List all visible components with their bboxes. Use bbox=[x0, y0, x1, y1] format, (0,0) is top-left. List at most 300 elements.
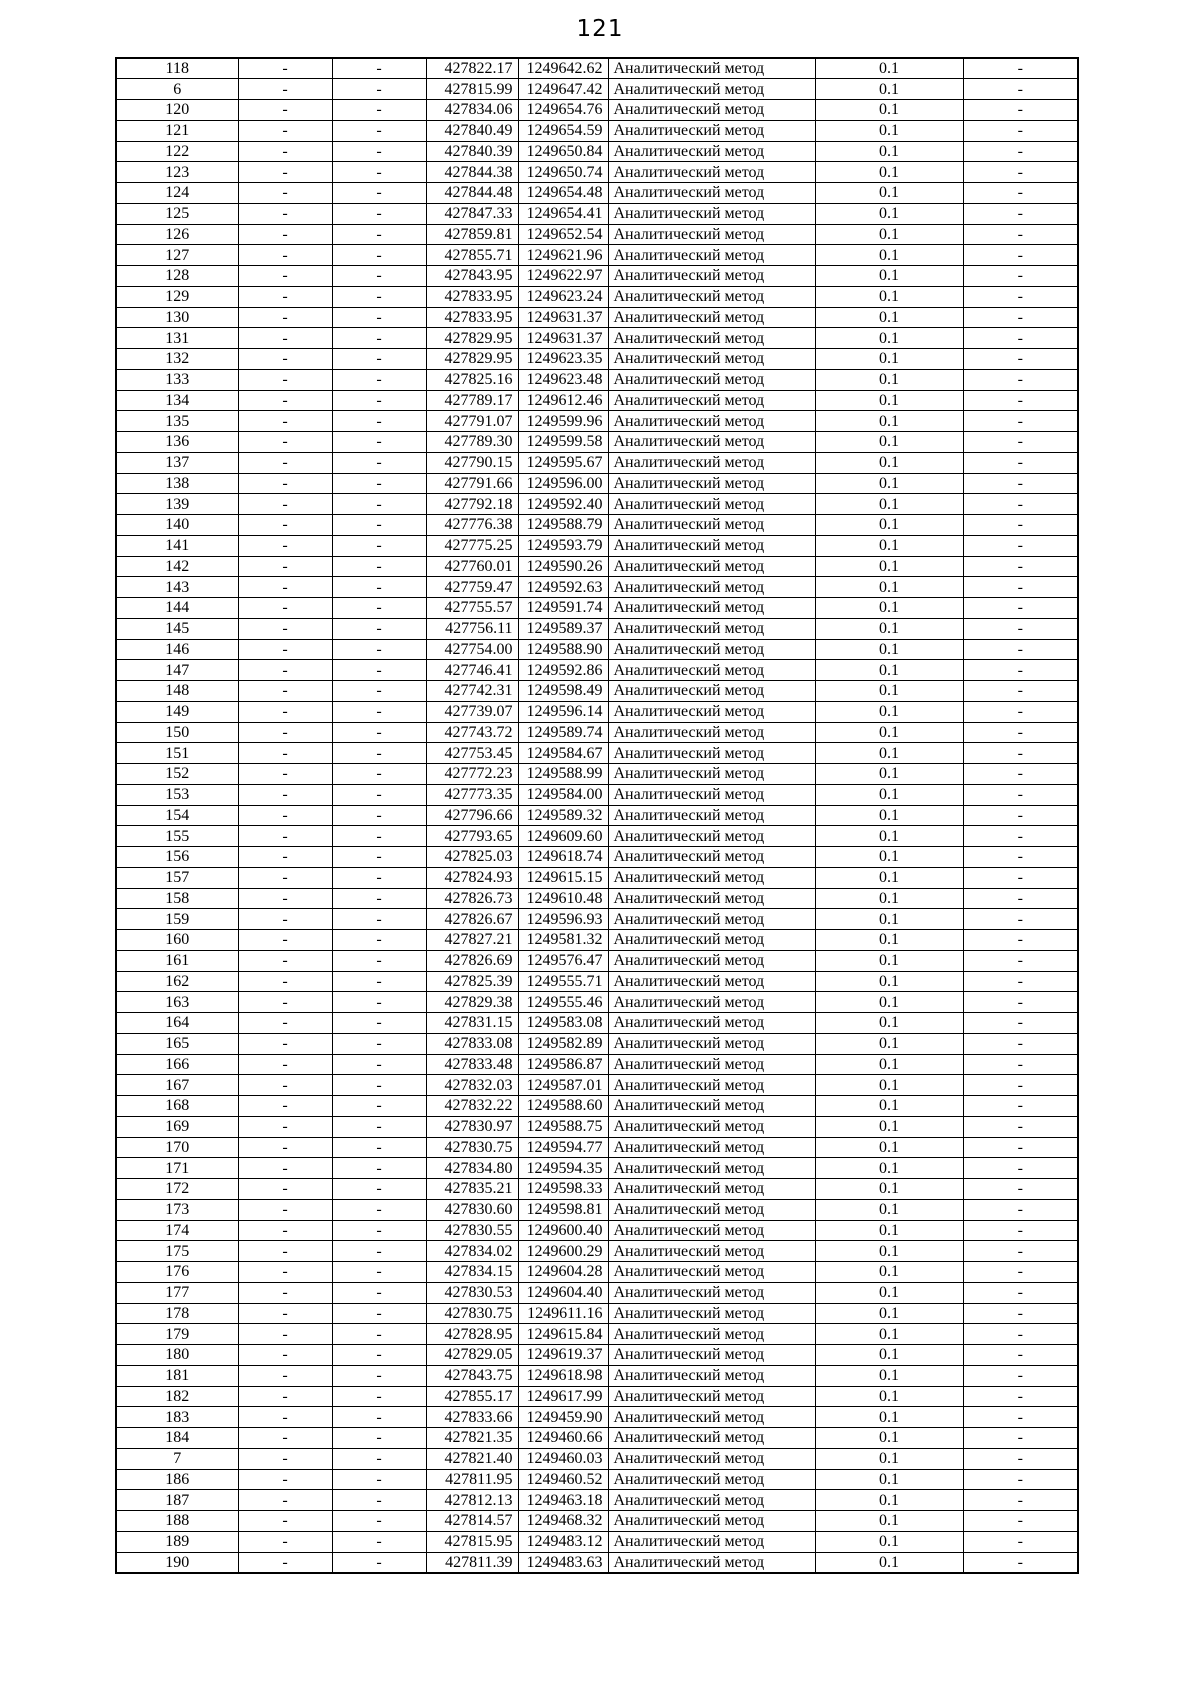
col2-cell: - bbox=[238, 1137, 332, 1158]
table-row bbox=[116, 971, 1078, 992]
point-number-cell: 147 bbox=[116, 660, 238, 681]
col2-cell: - bbox=[238, 1220, 332, 1241]
table-row bbox=[116, 909, 1078, 930]
col3-cell: - bbox=[332, 971, 426, 992]
method-cell: Аналитический метод bbox=[608, 888, 815, 909]
method-cell: Аналитический метод bbox=[608, 618, 815, 639]
description-cell: - bbox=[963, 183, 1078, 204]
description-cell: - bbox=[963, 494, 1078, 515]
table-row bbox=[116, 452, 1078, 473]
accuracy-cell: 0.1 bbox=[815, 328, 963, 349]
table-row bbox=[116, 432, 1078, 453]
col2-cell: - bbox=[238, 349, 332, 370]
col2-cell: - bbox=[238, 515, 332, 536]
col3-cell: - bbox=[332, 1511, 426, 1532]
accuracy-cell: 0.1 bbox=[815, 224, 963, 245]
description-cell: - bbox=[963, 1241, 1078, 1262]
method-cell: Аналитический метод bbox=[608, 867, 815, 888]
y-coordinate-cell: 1249586.87 bbox=[518, 1054, 608, 1075]
x-coordinate-cell: 427789.17 bbox=[426, 390, 518, 411]
description-cell: - bbox=[963, 1033, 1078, 1054]
point-number-cell: 177 bbox=[116, 1282, 238, 1303]
col3-cell: - bbox=[332, 411, 426, 432]
accuracy-cell: 0.1 bbox=[815, 847, 963, 868]
point-number-cell: 138 bbox=[116, 473, 238, 494]
y-coordinate-cell: 1249588.75 bbox=[518, 1116, 608, 1137]
description-cell: - bbox=[963, 992, 1078, 1013]
accuracy-cell: 0.1 bbox=[815, 1116, 963, 1137]
method-cell: Аналитический метод bbox=[608, 577, 815, 598]
method-cell: Аналитический метод bbox=[608, 722, 815, 743]
x-coordinate-cell: 427824.93 bbox=[426, 867, 518, 888]
description-cell: - bbox=[963, 1096, 1078, 1117]
col3-cell: - bbox=[332, 245, 426, 266]
col2-cell: - bbox=[238, 1345, 332, 1366]
x-coordinate-cell: 427792.18 bbox=[426, 494, 518, 515]
col3-cell: - bbox=[332, 888, 426, 909]
description-cell: - bbox=[963, 784, 1078, 805]
col2-cell: - bbox=[238, 556, 332, 577]
x-coordinate-cell: 427830.97 bbox=[426, 1116, 518, 1137]
col3-cell: - bbox=[332, 1282, 426, 1303]
description-cell: - bbox=[963, 100, 1078, 121]
table-row bbox=[116, 286, 1078, 307]
table-row bbox=[116, 1199, 1078, 1220]
col3-cell: - bbox=[332, 1075, 426, 1096]
y-coordinate-cell: 1249594.77 bbox=[518, 1137, 608, 1158]
accuracy-cell: 0.1 bbox=[815, 1075, 963, 1096]
y-coordinate-cell: 1249594.35 bbox=[518, 1158, 608, 1179]
x-coordinate-cell: 427755.57 bbox=[426, 598, 518, 619]
col3-cell: - bbox=[332, 535, 426, 556]
col3-cell: - bbox=[332, 162, 426, 183]
col3-cell: - bbox=[332, 950, 426, 971]
table-row bbox=[116, 701, 1078, 722]
table-row bbox=[116, 930, 1078, 951]
col3-cell: - bbox=[332, 1531, 426, 1552]
method-cell: Аналитический метод bbox=[608, 162, 815, 183]
description-cell: - bbox=[963, 1490, 1078, 1511]
method-cell: Аналитический метод bbox=[608, 1158, 815, 1179]
point-number-cell: 146 bbox=[116, 639, 238, 660]
method-cell: Аналитический метод bbox=[608, 1511, 815, 1532]
method-cell: Аналитический метод bbox=[608, 1324, 815, 1345]
method-cell: Аналитический метод bbox=[608, 701, 815, 722]
x-coordinate-cell: 427832.22 bbox=[426, 1096, 518, 1117]
y-coordinate-cell: 1249483.63 bbox=[518, 1552, 608, 1573]
accuracy-cell: 0.1 bbox=[815, 452, 963, 473]
accuracy-cell: 0.1 bbox=[815, 1241, 963, 1262]
x-coordinate-cell: 427791.07 bbox=[426, 411, 518, 432]
table-row bbox=[116, 1137, 1078, 1158]
accuracy-cell: 0.1 bbox=[815, 950, 963, 971]
accuracy-cell: 0.1 bbox=[815, 577, 963, 598]
y-coordinate-cell: 1249599.58 bbox=[518, 432, 608, 453]
col2-cell: - bbox=[238, 203, 332, 224]
point-number-cell: 190 bbox=[116, 1552, 238, 1573]
point-number-cell: 165 bbox=[116, 1033, 238, 1054]
table-row bbox=[116, 577, 1078, 598]
y-coordinate-cell: 1249618.74 bbox=[518, 847, 608, 868]
description-cell: - bbox=[963, 1116, 1078, 1137]
x-coordinate-cell: 427821.35 bbox=[426, 1428, 518, 1449]
x-coordinate-cell: 427833.95 bbox=[426, 286, 518, 307]
point-number-cell: 178 bbox=[116, 1303, 238, 1324]
table-row bbox=[116, 120, 1078, 141]
point-number-cell: 158 bbox=[116, 888, 238, 909]
point-number-cell: 118 bbox=[116, 58, 238, 79]
accuracy-cell: 0.1 bbox=[815, 764, 963, 785]
table-row bbox=[116, 784, 1078, 805]
y-coordinate-cell: 1249619.37 bbox=[518, 1345, 608, 1366]
method-cell: Аналитический метод bbox=[608, 1137, 815, 1158]
col2-cell: - bbox=[238, 1116, 332, 1137]
x-coordinate-cell: 427843.95 bbox=[426, 266, 518, 287]
accuracy-cell: 0.1 bbox=[815, 432, 963, 453]
x-coordinate-cell: 427833.66 bbox=[426, 1407, 518, 1428]
table-row bbox=[116, 1054, 1078, 1075]
col3-cell: - bbox=[332, 598, 426, 619]
method-cell: Аналитический метод bbox=[608, 1179, 815, 1200]
point-number-cell: 153 bbox=[116, 784, 238, 805]
x-coordinate-cell: 427815.99 bbox=[426, 79, 518, 100]
x-coordinate-cell: 427789.30 bbox=[426, 432, 518, 453]
table-row bbox=[116, 369, 1078, 390]
method-cell: Аналитический метод bbox=[608, 826, 815, 847]
method-cell: Аналитический метод bbox=[608, 369, 815, 390]
col2-cell: - bbox=[238, 867, 332, 888]
description-cell: - bbox=[963, 1158, 1078, 1179]
table-row bbox=[116, 162, 1078, 183]
point-number-cell: 144 bbox=[116, 598, 238, 619]
y-coordinate-cell: 1249609.60 bbox=[518, 826, 608, 847]
table-row bbox=[116, 1013, 1078, 1034]
x-coordinate-cell: 427756.11 bbox=[426, 618, 518, 639]
description-cell: - bbox=[963, 909, 1078, 930]
method-cell: Аналитический метод bbox=[608, 1448, 815, 1469]
method-cell: Аналитический метод bbox=[608, 1407, 815, 1428]
table-row bbox=[116, 203, 1078, 224]
point-number-cell: 189 bbox=[116, 1531, 238, 1552]
x-coordinate-cell: 427743.72 bbox=[426, 722, 518, 743]
col3-cell: - bbox=[332, 1448, 426, 1469]
description-cell: - bbox=[963, 1303, 1078, 1324]
point-number-cell: 157 bbox=[116, 867, 238, 888]
y-coordinate-cell: 1249623.48 bbox=[518, 369, 608, 390]
table-row bbox=[116, 224, 1078, 245]
x-coordinate-cell: 427739.07 bbox=[426, 701, 518, 722]
x-coordinate-cell: 427833.48 bbox=[426, 1054, 518, 1075]
point-number-cell: 168 bbox=[116, 1096, 238, 1117]
col3-cell: - bbox=[332, 1179, 426, 1200]
x-coordinate-cell: 427775.25 bbox=[426, 535, 518, 556]
table-row bbox=[116, 1448, 1078, 1469]
description-cell: - bbox=[963, 701, 1078, 722]
table-row bbox=[116, 1386, 1078, 1407]
y-coordinate-cell: 1249611.16 bbox=[518, 1303, 608, 1324]
accuracy-cell: 0.1 bbox=[815, 1490, 963, 1511]
x-coordinate-cell: 427844.38 bbox=[426, 162, 518, 183]
y-coordinate-cell: 1249654.76 bbox=[518, 100, 608, 121]
accuracy-cell: 0.1 bbox=[815, 141, 963, 162]
description-cell: - bbox=[963, 681, 1078, 702]
description-cell: - bbox=[963, 1262, 1078, 1283]
table-row bbox=[116, 826, 1078, 847]
table-row bbox=[116, 515, 1078, 536]
x-coordinate-cell: 427829.05 bbox=[426, 1345, 518, 1366]
accuracy-cell: 0.1 bbox=[815, 535, 963, 556]
col3-cell: - bbox=[332, 1469, 426, 1490]
table-row bbox=[116, 1220, 1078, 1241]
y-coordinate-cell: 1249587.01 bbox=[518, 1075, 608, 1096]
point-number-cell: 156 bbox=[116, 847, 238, 868]
point-number-cell: 186 bbox=[116, 1469, 238, 1490]
y-coordinate-cell: 1249596.00 bbox=[518, 473, 608, 494]
point-number-cell: 159 bbox=[116, 909, 238, 930]
table-row bbox=[116, 1428, 1078, 1449]
y-coordinate-cell: 1249598.33 bbox=[518, 1179, 608, 1200]
method-cell: Аналитический метод bbox=[608, 411, 815, 432]
accuracy-cell: 0.1 bbox=[815, 1469, 963, 1490]
accuracy-cell: 0.1 bbox=[815, 1220, 963, 1241]
col3-cell: - bbox=[332, 369, 426, 390]
x-coordinate-cell: 427830.75 bbox=[426, 1137, 518, 1158]
y-coordinate-cell: 1249581.32 bbox=[518, 930, 608, 951]
point-number-cell: 181 bbox=[116, 1365, 238, 1386]
table-row bbox=[116, 1552, 1078, 1573]
accuracy-cell: 0.1 bbox=[815, 1428, 963, 1449]
accuracy-cell: 0.1 bbox=[815, 867, 963, 888]
table-row bbox=[116, 183, 1078, 204]
table-row bbox=[116, 1490, 1078, 1511]
col2-cell: - bbox=[238, 390, 332, 411]
description-cell: - bbox=[963, 1075, 1078, 1096]
table-row bbox=[116, 1469, 1078, 1490]
description-cell: - bbox=[963, 577, 1078, 598]
y-coordinate-cell: 1249654.48 bbox=[518, 183, 608, 204]
method-cell: Аналитический метод bbox=[608, 639, 815, 660]
method-cell: Аналитический метод bbox=[608, 286, 815, 307]
col2-cell: - bbox=[238, 79, 332, 100]
x-coordinate-cell: 427835.21 bbox=[426, 1179, 518, 1200]
accuracy-cell: 0.1 bbox=[815, 79, 963, 100]
col2-cell: - bbox=[238, 183, 332, 204]
point-number-cell: 124 bbox=[116, 183, 238, 204]
col3-cell: - bbox=[332, 556, 426, 577]
method-cell: Аналитический метод bbox=[608, 1303, 815, 1324]
point-number-cell: 150 bbox=[116, 722, 238, 743]
point-number-cell: 172 bbox=[116, 1179, 238, 1200]
point-number-cell: 180 bbox=[116, 1345, 238, 1366]
col2-cell: - bbox=[238, 1552, 332, 1573]
col3-cell: - bbox=[332, 100, 426, 121]
y-coordinate-cell: 1249612.46 bbox=[518, 390, 608, 411]
accuracy-cell: 0.1 bbox=[815, 1013, 963, 1034]
accuracy-cell: 0.1 bbox=[815, 1511, 963, 1532]
point-number-cell: 161 bbox=[116, 950, 238, 971]
table-row bbox=[116, 349, 1078, 370]
y-coordinate-cell: 1249582.89 bbox=[518, 1033, 608, 1054]
col3-cell: - bbox=[332, 784, 426, 805]
x-coordinate-cell: 427827.21 bbox=[426, 930, 518, 951]
method-cell: Аналитический метод bbox=[608, 805, 815, 826]
col2-cell: - bbox=[238, 598, 332, 619]
point-number-cell: 128 bbox=[116, 266, 238, 287]
description-cell: - bbox=[963, 1469, 1078, 1490]
x-coordinate-cell: 427834.15 bbox=[426, 1262, 518, 1283]
method-cell: Аналитический метод bbox=[608, 1345, 815, 1366]
col3-cell: - bbox=[332, 1365, 426, 1386]
accuracy-cell: 0.1 bbox=[815, 1448, 963, 1469]
y-coordinate-cell: 1249576.47 bbox=[518, 950, 608, 971]
x-coordinate-cell: 427811.95 bbox=[426, 1469, 518, 1490]
col3-cell: - bbox=[332, 1324, 426, 1345]
col3-cell: - bbox=[332, 1407, 426, 1428]
col3-cell: - bbox=[332, 307, 426, 328]
col3-cell: - bbox=[332, 826, 426, 847]
description-cell: - bbox=[963, 1365, 1078, 1386]
col2-cell: - bbox=[238, 826, 332, 847]
col3-cell: - bbox=[332, 1345, 426, 1366]
method-cell: Аналитический метод bbox=[608, 598, 815, 619]
col2-cell: - bbox=[238, 1075, 332, 1096]
y-coordinate-cell: 1249631.37 bbox=[518, 307, 608, 328]
description-cell: - bbox=[963, 1386, 1078, 1407]
point-number-cell: 152 bbox=[116, 764, 238, 785]
accuracy-cell: 0.1 bbox=[815, 722, 963, 743]
table-row bbox=[116, 535, 1078, 556]
col2-cell: - bbox=[238, 805, 332, 826]
col2-cell: - bbox=[238, 1386, 332, 1407]
method-cell: Аналитический метод bbox=[608, 556, 815, 577]
point-number-cell: 188 bbox=[116, 1511, 238, 1532]
y-coordinate-cell: 1249650.84 bbox=[518, 141, 608, 162]
method-cell: Аналитический метод bbox=[608, 1531, 815, 1552]
accuracy-cell: 0.1 bbox=[815, 1282, 963, 1303]
point-number-cell: 160 bbox=[116, 930, 238, 951]
table-row bbox=[116, 1531, 1078, 1552]
method-cell: Аналитический метод bbox=[608, 100, 815, 121]
y-coordinate-cell: 1249600.29 bbox=[518, 1241, 608, 1262]
description-cell: - bbox=[963, 847, 1078, 868]
point-number-cell: 148 bbox=[116, 681, 238, 702]
point-number-cell: 143 bbox=[116, 577, 238, 598]
description-cell: - bbox=[963, 1552, 1078, 1573]
method-cell: Аналитический метод bbox=[608, 473, 815, 494]
x-coordinate-cell: 427742.31 bbox=[426, 681, 518, 702]
col2-cell: - bbox=[238, 971, 332, 992]
method-cell: Аналитический метод bbox=[608, 494, 815, 515]
description-cell: - bbox=[963, 411, 1078, 432]
point-number-cell: 142 bbox=[116, 556, 238, 577]
description-cell: - bbox=[963, 639, 1078, 660]
col2-cell: - bbox=[238, 992, 332, 1013]
col2-cell: - bbox=[238, 1199, 332, 1220]
x-coordinate-cell: 427855.17 bbox=[426, 1386, 518, 1407]
col2-cell: - bbox=[238, 1096, 332, 1117]
method-cell: Аналитический метод bbox=[608, 245, 815, 266]
col3-cell: - bbox=[332, 1033, 426, 1054]
table-row bbox=[116, 618, 1078, 639]
description-cell: - bbox=[963, 203, 1078, 224]
method-cell: Аналитический метод bbox=[608, 1199, 815, 1220]
method-cell: Аналитический метод bbox=[608, 120, 815, 141]
point-number-cell: 126 bbox=[116, 224, 238, 245]
col2-cell: - bbox=[238, 1407, 332, 1428]
method-cell: Аналитический метод bbox=[608, 1220, 815, 1241]
y-coordinate-cell: 1249596.14 bbox=[518, 701, 608, 722]
col3-cell: - bbox=[332, 1262, 426, 1283]
point-number-cell: 182 bbox=[116, 1386, 238, 1407]
accuracy-cell: 0.1 bbox=[815, 1199, 963, 1220]
col3-cell: - bbox=[332, 1116, 426, 1137]
col3-cell: - bbox=[332, 847, 426, 868]
x-coordinate-cell: 427815.95 bbox=[426, 1531, 518, 1552]
accuracy-cell: 0.1 bbox=[815, 266, 963, 287]
accuracy-cell: 0.1 bbox=[815, 660, 963, 681]
point-number-cell: 6 bbox=[116, 79, 238, 100]
table-row bbox=[116, 245, 1078, 266]
method-cell: Аналитический метод bbox=[608, 847, 815, 868]
method-cell: Аналитический метод bbox=[608, 1241, 815, 1262]
col2-cell: - bbox=[238, 411, 332, 432]
table-row bbox=[116, 473, 1078, 494]
y-coordinate-cell: 1249555.71 bbox=[518, 971, 608, 992]
description-cell: - bbox=[963, 432, 1078, 453]
col2-cell: - bbox=[238, 162, 332, 183]
accuracy-cell: 0.1 bbox=[815, 1365, 963, 1386]
accuracy-cell: 0.1 bbox=[815, 1345, 963, 1366]
x-coordinate-cell: 427754.00 bbox=[426, 639, 518, 660]
point-number-cell: 140 bbox=[116, 515, 238, 536]
accuracy-cell: 0.1 bbox=[815, 909, 963, 930]
col2-cell: - bbox=[238, 1531, 332, 1552]
col3-cell: - bbox=[332, 1303, 426, 1324]
y-coordinate-cell: 1249598.49 bbox=[518, 681, 608, 702]
table-row bbox=[116, 1511, 1078, 1532]
description-cell: - bbox=[963, 79, 1078, 100]
col2-cell: - bbox=[238, 639, 332, 660]
y-coordinate-cell: 1249591.74 bbox=[518, 598, 608, 619]
y-coordinate-cell: 1249599.96 bbox=[518, 411, 608, 432]
col3-cell: - bbox=[332, 1013, 426, 1034]
col2-cell: - bbox=[238, 452, 332, 473]
method-cell: Аналитический метод bbox=[608, 141, 815, 162]
description-cell: - bbox=[963, 971, 1078, 992]
x-coordinate-cell: 427859.81 bbox=[426, 224, 518, 245]
x-coordinate-cell: 427847.33 bbox=[426, 203, 518, 224]
method-cell: Аналитический метод bbox=[608, 743, 815, 764]
description-cell: - bbox=[963, 888, 1078, 909]
col2-cell: - bbox=[238, 328, 332, 349]
accuracy-cell: 0.1 bbox=[815, 349, 963, 370]
accuracy-cell: 0.1 bbox=[815, 369, 963, 390]
table-row bbox=[116, 390, 1078, 411]
x-coordinate-cell: 427811.39 bbox=[426, 1552, 518, 1573]
accuracy-cell: 0.1 bbox=[815, 743, 963, 764]
method-cell: Аналитический метод bbox=[608, 58, 815, 79]
method-cell: Аналитический метод bbox=[608, 79, 815, 100]
table-row bbox=[116, 266, 1078, 287]
col2-cell: - bbox=[238, 120, 332, 141]
col3-cell: - bbox=[332, 473, 426, 494]
table-row bbox=[116, 888, 1078, 909]
col3-cell: - bbox=[332, 1490, 426, 1511]
x-coordinate-cell: 427791.66 bbox=[426, 473, 518, 494]
table-row bbox=[116, 639, 1078, 660]
x-coordinate-cell: 427759.47 bbox=[426, 577, 518, 598]
col3-cell: - bbox=[332, 1428, 426, 1449]
